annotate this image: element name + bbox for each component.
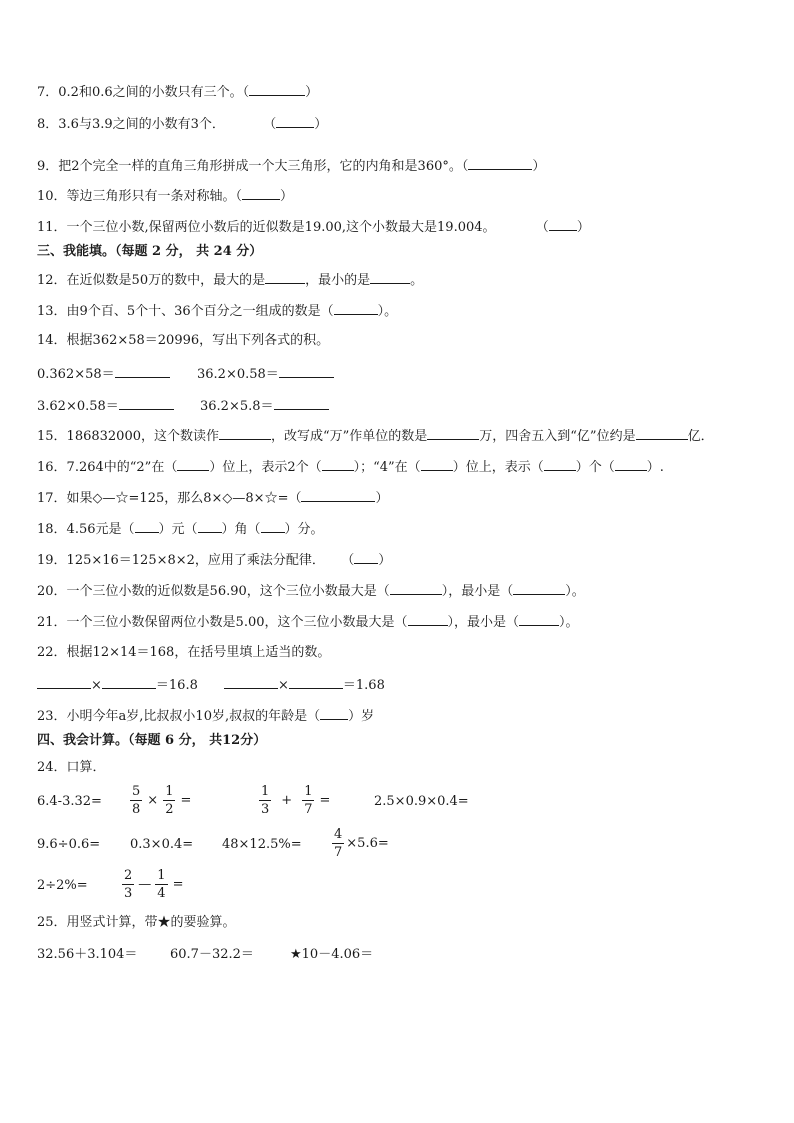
answer-blank[interactable] bbox=[276, 115, 314, 128]
question-19: 19．125×16＝125×8×2，应用了乘法分配律． （ ） bbox=[37, 553, 392, 568]
answer-blank[interactable] bbox=[370, 271, 410, 284]
answer-blank[interactable] bbox=[468, 157, 532, 170]
question-17: 17．如果◇—☆=125，那么8×◇—8×☆=（ ） bbox=[37, 491, 389, 506]
question-text: 10．等边三角形只有一条对称轴。（ bbox=[37, 189, 243, 204]
answer-blank[interactable] bbox=[198, 520, 222, 533]
mental-calc: 2.5×0.9×0.4= bbox=[374, 794, 469, 809]
section-heading-4: 四、我会计算。（每题 6 分， 共12分） bbox=[37, 733, 267, 748]
answer-blank[interactable] bbox=[119, 397, 174, 410]
answer-blank[interactable] bbox=[265, 271, 305, 284]
answer-blank[interactable] bbox=[636, 427, 688, 440]
fraction: $\frac{1}{2}$ bbox=[165, 784, 174, 817]
mental-calc: 6.4-3.32= bbox=[37, 794, 102, 809]
fraction: $\frac{4}{7}$ bbox=[334, 827, 343, 860]
question-7: 7．0.2和0.6之间的小数只有三个。（ ） bbox=[37, 85, 319, 100]
vertical-calc: 32.56＋3.104＝ bbox=[37, 947, 138, 962]
question-12: 12．在近似数是50万的数中，最大的是 ，最小的是 。 bbox=[37, 273, 424, 288]
answer-blank[interactable] bbox=[390, 582, 442, 595]
answer-blank[interactable] bbox=[421, 458, 453, 471]
fraction-expression: $\frac{4}{7}$ ×5.6= bbox=[334, 827, 389, 860]
product-item: 36.2×5.8＝ bbox=[200, 397, 329, 415]
question-20: 20．一个三位小数的近似数是56.90，这个三位小数最大是（ ），最小是（ ）。 bbox=[37, 584, 585, 599]
product-item: 0.362×58＝ bbox=[37, 365, 170, 383]
answer-blank[interactable] bbox=[242, 187, 280, 200]
fraction: $\frac{2}{3}$ bbox=[124, 868, 133, 901]
answer-blank[interactable] bbox=[544, 458, 576, 471]
fraction: $\frac{5}{8}$ bbox=[132, 784, 141, 817]
fraction-expression: $\frac{5}{8}$ × $\frac{1}{2}$ = bbox=[132, 784, 192, 817]
answer-blank[interactable] bbox=[334, 302, 378, 315]
question-13: 13．由9个百、5个十、36个百分之一组成的数是（ ）。 bbox=[37, 304, 398, 319]
mental-calc: 48×12.5%= bbox=[222, 837, 302, 852]
mental-calc: 9.6÷0.6= bbox=[37, 837, 101, 852]
answer-blank[interactable] bbox=[135, 520, 159, 533]
answer-blank[interactable] bbox=[513, 582, 565, 595]
answer-blank[interactable] bbox=[301, 489, 375, 502]
answer-blank[interactable] bbox=[115, 365, 170, 378]
question-text: 19．125×16＝125×8×2，应用了乘法分配律． bbox=[37, 553, 325, 568]
fraction-expression: $\frac{1}{3}$ + $\frac{1}{7}$ = bbox=[261, 784, 331, 817]
question-text: 11．一个三位小数,保留两位小数后的近似数是19.00,这个小数最大是19.004。 bbox=[37, 220, 496, 235]
question-text: 9．把2个完全一样的直角三角形拼成一个大三角形，它的内角和是360°。（ bbox=[37, 159, 469, 174]
vertical-calc: ★10－4.06＝ bbox=[290, 947, 374, 962]
answer-blank[interactable] bbox=[549, 218, 577, 231]
question-text: 8．3.6与3.9之间的小数有3个． bbox=[37, 117, 225, 132]
product-equation: × ＝1.68 bbox=[224, 676, 385, 694]
answer-blank[interactable] bbox=[249, 83, 305, 96]
fraction: $\frac{1}{7}$ bbox=[304, 784, 313, 817]
answer-blank[interactable] bbox=[408, 613, 448, 626]
question-14-title: 14．根据362×58＝20996，写出下列各式的积。 bbox=[37, 333, 330, 348]
answer-blank[interactable] bbox=[261, 520, 285, 533]
mental-calc: 2÷2%= bbox=[37, 878, 88, 893]
question-16: 16．7.264中的“2”在（ ）位上，表示2个（ ）；“4”在（ ）位上，表示（ ）个（ ）. bbox=[37, 460, 664, 475]
question-8: 8．3.6与3.9之间的小数有3个． （ ） bbox=[37, 117, 328, 132]
answer-blank[interactable] bbox=[279, 365, 334, 378]
fraction-expression: $\frac{2}{3}$ — $\frac{1}{4}$ = bbox=[124, 868, 184, 901]
answer-blank[interactable] bbox=[322, 458, 354, 471]
answer-blank[interactable] bbox=[177, 458, 209, 471]
answer-blank[interactable] bbox=[427, 427, 479, 440]
question-22-title: 22．根据12×14＝168，在括号里填上适当的数。 bbox=[37, 645, 331, 660]
answer-blank[interactable] bbox=[274, 397, 329, 410]
answer-blank[interactable] bbox=[224, 676, 278, 689]
answer-blank[interactable] bbox=[102, 676, 156, 689]
question-25-title: 25．用竖式计算，带★的要验算。 bbox=[37, 915, 236, 930]
question-21: 21．一个三位小数保留两位小数是5.00，这个三位小数最大是（ ），最小是（ ）。 bbox=[37, 615, 579, 630]
section-heading-3: 三、我能填。（每题 2 分， 共 24 分） bbox=[37, 244, 263, 259]
question-24-title: 24．口算． bbox=[37, 760, 106, 775]
question-11: 11．一个三位小数,保留两位小数后的近似数是19.00,这个小数最大是19.004。 （ ） bbox=[37, 220, 590, 235]
answer-blank[interactable] bbox=[615, 458, 647, 471]
question-10: 10．等边三角形只有一条对称轴。（ ） bbox=[37, 189, 294, 204]
answer-blank[interactable] bbox=[354, 551, 378, 564]
product-item: 36.2×0.58＝ bbox=[197, 365, 334, 383]
mental-calc: 0.3×0.4= bbox=[130, 837, 194, 852]
question-9: 9．把2个完全一样的直角三角形拼成一个大三角形，它的内角和是360°。（ ） bbox=[37, 159, 546, 174]
answer-blank[interactable] bbox=[519, 613, 559, 626]
question-15: 15．186832000，这个数读作 ，改写成“万”作单位的数是 万，四舍五入到“亿”位约是 亿． bbox=[37, 429, 714, 444]
product-item: 3.62×0.58＝ bbox=[37, 397, 174, 415]
question-23: 23．小明今年a岁,比叔叔小10岁,叔叔的年龄是（ ）岁 bbox=[37, 709, 375, 724]
answer-blank[interactable] bbox=[320, 707, 348, 720]
answer-blank[interactable] bbox=[289, 676, 343, 689]
product-equation: × ＝16.8 bbox=[37, 676, 198, 694]
vertical-calc: 60.7－32.2＝ bbox=[170, 947, 254, 962]
fraction: $\frac{1}{3}$ bbox=[261, 784, 270, 817]
question-18: 18．4.56元是（ ）元（ ）角（ ）分。 bbox=[37, 522, 324, 537]
answer-blank[interactable] bbox=[37, 676, 91, 689]
question-text: 7．0.2和0.6之间的小数只有三个。（ bbox=[37, 85, 250, 100]
fraction: $\frac{1}{4}$ bbox=[157, 868, 166, 901]
answer-blank[interactable] bbox=[219, 427, 271, 440]
